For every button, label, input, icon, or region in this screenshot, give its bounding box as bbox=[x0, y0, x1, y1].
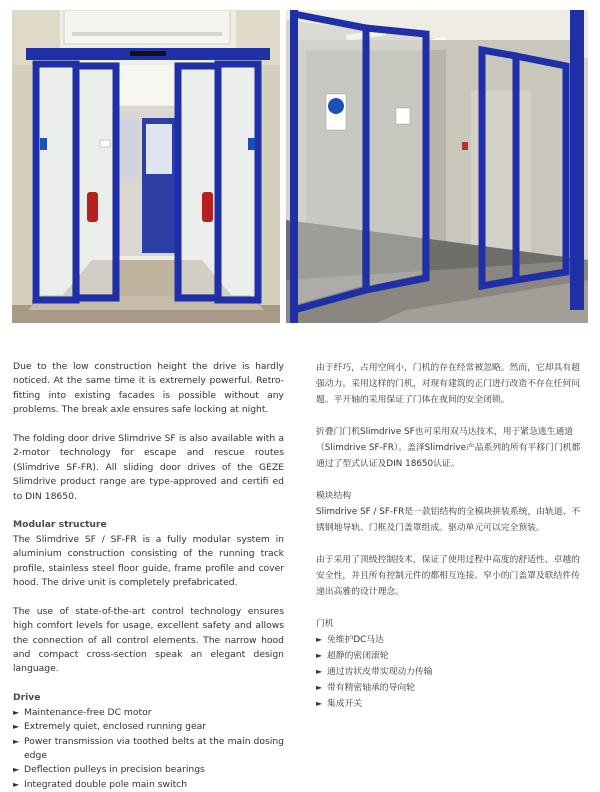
list-item: ► Power transmission via toothed belts at the main dosing edge bbox=[13, 735, 284, 764]
list-item: ► 带有精密轴承的导向轮 bbox=[316, 680, 588, 696]
photo-folding-door-front bbox=[12, 10, 280, 323]
list-item: ► Integrated double pole main switch bbox=[13, 778, 284, 792]
list-item: ► 通过齿状皮带实现动力传输 bbox=[316, 664, 588, 680]
list-item: ► 超静的密闭滚轮 bbox=[316, 648, 588, 664]
safety-sign-icon bbox=[40, 138, 47, 150]
list-item: ► 免维护DC马达 bbox=[316, 632, 588, 648]
zh-drive-list bbox=[316, 632, 588, 712]
fire-extinguisher-icon bbox=[87, 192, 98, 222]
zh-modular-paragraph: Slimdrive SF / SF-FR是一款铝结构的全模块拼装系统，由轨道、不锈钢地导轨、门框及门盖罩组成。驱动单元可以完全预装。 bbox=[316, 507, 581, 533]
zh-escape-route-paragraph: 折叠门门机Slimdrive SF也可采用双马达技术，用于紧急逃生通道（Slimdrive SF-FR）。盖泽Slimdrive产品系列的所有平移门门机都通过了型式认证及DIN 18650认证。 bbox=[316, 427, 581, 469]
en-modular-paragraph: The Slimdrive SF / SF-FR is a fully modular system in aluminium construction consisting of the running track profile, stainless steel floor guide, frame profile and cover hood. The drive unit is completely prefabricated. bbox=[13, 533, 284, 589]
list-item: ► Deflection pulleys in precision bearings bbox=[13, 763, 284, 777]
list-item: ► 集成开关 bbox=[316, 696, 588, 712]
english-text-column bbox=[13, 360, 284, 792]
fire-extinguisher-icon bbox=[202, 192, 213, 222]
list-item: ► Maintenance-free DC motor bbox=[13, 706, 284, 720]
en-drive-heading: Drive bbox=[13, 692, 41, 704]
zh-control-paragraph: 由于采用了顶级控制技术，保证了使用过程中高度的舒适性、卓越的安全性，并且所有控制元件的都相互连接。窄小的门盖罩及联结件传递出高雅的设计理念。 bbox=[316, 555, 580, 597]
photo-folding-door-angle bbox=[286, 10, 588, 323]
safety-sign-icon bbox=[248, 138, 255, 150]
en-escape-route-paragraph: The folding door drive Slimdrive SF is also available with a 2-motor technology for escape and rescue routes (Slimdrive SF-FR). All sliding door drives of the GEZE Slimdrive product range are type-approved and certifi ed to DIN 18650. bbox=[13, 433, 284, 502]
en-intro-paragraph: Due to the low construction height the drive is hardly noticed. At the same time it is extremely powerful. Retro-fitting into existing facades is possible without any problems. The break axle ensures safe locking at night. bbox=[13, 361, 284, 416]
list-item: ► Extremely quiet, enclosed running gear bbox=[13, 720, 284, 734]
chinese-text-column bbox=[316, 360, 588, 712]
en-modular-heading: Modular structure bbox=[13, 519, 107, 531]
air-curtain-unit bbox=[64, 10, 230, 44]
zh-modular-heading: 模块结构 bbox=[316, 491, 352, 501]
en-drive-list bbox=[13, 706, 284, 792]
zh-drive-heading: 门机 bbox=[316, 619, 334, 629]
zh-intro-paragraph: 由于纤巧，占用空间小，门机的存在经常被忽略。然而，它却具有超强动力。采用这样的门机，对现有建筑的正门进行改造不存在任何问题。平开轴的采用保证了门体在夜间的安全闭锁。 bbox=[316, 363, 580, 405]
en-control-paragraph: The use of state-of-the-art control technology ensures high comfort levels for usage, excellent safety and allows the connection of all control elements. The narrow hood and compact cross-section speak an elegant design language. bbox=[13, 605, 284, 675]
